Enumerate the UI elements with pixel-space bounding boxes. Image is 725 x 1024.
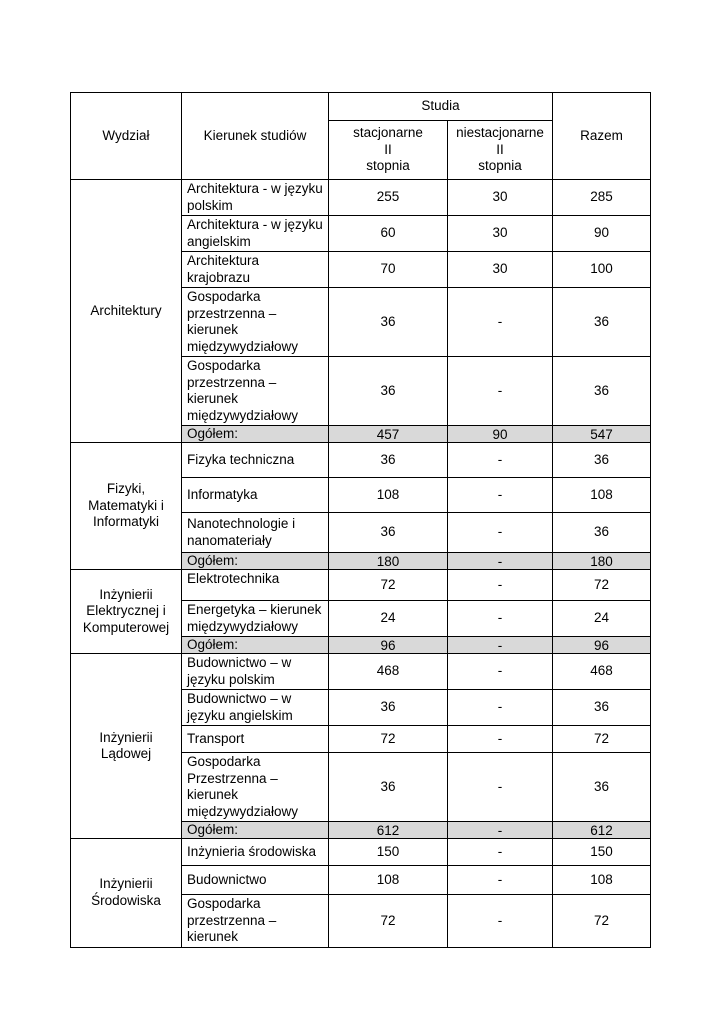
part-time-count: -: [448, 513, 553, 553]
total-count: 90: [553, 216, 651, 252]
total-count: 150: [553, 839, 651, 866]
faculty-name: Inżynierii Lądowej: [71, 654, 182, 839]
full-time-count: 72: [329, 895, 448, 948]
total-label: Ogółem:: [182, 822, 329, 839]
faculty-name: Fizyki, Matematyki i Informatyki: [71, 443, 182, 570]
faculty-group: [71, 180, 651, 443]
header-total: Razem: [553, 93, 651, 180]
total-count: 36: [553, 443, 651, 478]
total-sum: 612: [553, 822, 651, 839]
total-count: 24: [553, 601, 651, 637]
total-part-time: 90: [448, 426, 553, 443]
program-name: Architektura krajobrazu: [182, 252, 329, 288]
part-time-count: -: [448, 601, 553, 637]
part-time-count: -: [448, 357, 553, 426]
total-label: Ogółem:: [182, 426, 329, 443]
faculty-group: [71, 839, 651, 948]
program-name: Fizyka techniczna: [182, 443, 329, 478]
full-time-count: 255: [329, 180, 448, 216]
total-part-time: -: [448, 822, 553, 839]
part-time-count: -: [448, 478, 553, 513]
enrollment-table: [70, 92, 651, 948]
total-full-time: 180: [329, 553, 448, 570]
total-count: 36: [553, 753, 651, 822]
full-time-count: 468: [329, 654, 448, 690]
total-count: 285: [553, 180, 651, 216]
part-time-count: -: [448, 866, 553, 895]
program-name: Nanotechnologie i nanomateriały: [182, 513, 329, 553]
total-count: 108: [553, 478, 651, 513]
total-part-time: -: [448, 553, 553, 570]
program-name: Informatyka: [182, 478, 329, 513]
total-full-time: 612: [329, 822, 448, 839]
total-label: Ogółem:: [182, 553, 329, 570]
full-time-count: 36: [329, 357, 448, 426]
total-count: 72: [553, 570, 651, 601]
program-name: Budownictwo – w języku polskim: [182, 654, 329, 690]
total-count: 36: [553, 357, 651, 426]
total-count: 72: [553, 726, 651, 753]
total-count: 108: [553, 866, 651, 895]
header-faculty: Wydział: [71, 93, 182, 180]
total-sum: 547: [553, 426, 651, 443]
part-time-count: -: [448, 753, 553, 822]
full-time-count: 108: [329, 866, 448, 895]
full-time-count: 36: [329, 443, 448, 478]
full-time-count: 36: [329, 288, 448, 357]
header-part-time: niestacjonarne II stopnia: [448, 121, 553, 180]
full-time-count: 70: [329, 252, 448, 288]
part-time-count: 30: [448, 180, 553, 216]
faculty-name: Architektury: [71, 180, 182, 443]
table-row: [71, 839, 651, 866]
program-name: Inżynieria środowiska: [182, 839, 329, 866]
total-part-time: -: [448, 637, 553, 654]
program-name: Architektura - w języku polskim: [182, 180, 329, 216]
header-program: Kierunek studiów: [182, 93, 329, 180]
part-time-count: 30: [448, 216, 553, 252]
part-time-count: -: [448, 839, 553, 866]
program-name: Architektura - w języku angielskim: [182, 216, 329, 252]
total-count: 36: [553, 288, 651, 357]
faculty-group: [71, 570, 651, 654]
program-name: Gospodarka przestrzenna – kierunek: [182, 895, 329, 948]
full-time-count: 72: [329, 570, 448, 601]
total-count: 468: [553, 654, 651, 690]
program-name: Gospodarka przestrzenna – kierunek międzywydziałowy: [182, 357, 329, 426]
program-name: Gospodarka Przestrzenna – kierunek międzywydziałowy: [182, 753, 329, 822]
total-sum: 180: [553, 553, 651, 570]
faculty-name: Inżynierii Elektrycznej i Komputerowej: [71, 570, 182, 654]
program-name: Budownictwo: [182, 866, 329, 895]
program-name: Gospodarka przestrzenna – kierunek międzywydziałowy: [182, 288, 329, 357]
header-full-time: stacjonarne II stopnia: [329, 121, 448, 180]
total-count: 36: [553, 690, 651, 726]
program-name: Elektrotechnika: [182, 570, 329, 601]
table-row: [71, 654, 651, 690]
table-row: [71, 180, 651, 216]
full-time-count: 24: [329, 601, 448, 637]
total-full-time: 96: [329, 637, 448, 654]
full-time-count: 36: [329, 513, 448, 553]
table-row: [71, 443, 651, 478]
header-studia: Studia: [329, 93, 553, 121]
full-time-count: 150: [329, 839, 448, 866]
total-count: 72: [553, 895, 651, 948]
full-time-count: 36: [329, 690, 448, 726]
part-time-count: -: [448, 895, 553, 948]
part-time-count: -: [448, 726, 553, 753]
total-count: 100: [553, 252, 651, 288]
part-time-count: -: [448, 443, 553, 478]
program-name: Budownictwo – w języku angielskim: [182, 690, 329, 726]
part-time-count: -: [448, 690, 553, 726]
total-label: Ogółem:: [182, 637, 329, 654]
full-time-count: 60: [329, 216, 448, 252]
part-time-count: -: [448, 288, 553, 357]
part-time-count: 30: [448, 252, 553, 288]
full-time-count: 36: [329, 753, 448, 822]
part-time-count: -: [448, 570, 553, 601]
full-time-count: 72: [329, 726, 448, 753]
table-row: [71, 570, 651, 601]
faculty-group: [71, 443, 651, 570]
program-name: Transport: [182, 726, 329, 753]
faculty-name: Inżynierii Środowiska: [71, 839, 182, 948]
total-full-time: 457: [329, 426, 448, 443]
program-name: Energetyka – kierunek międzywydziałowy: [182, 601, 329, 637]
part-time-count: -: [448, 654, 553, 690]
total-sum: 96: [553, 637, 651, 654]
full-time-count: 108: [329, 478, 448, 513]
faculty-group: [71, 654, 651, 839]
total-count: 36: [553, 513, 651, 553]
